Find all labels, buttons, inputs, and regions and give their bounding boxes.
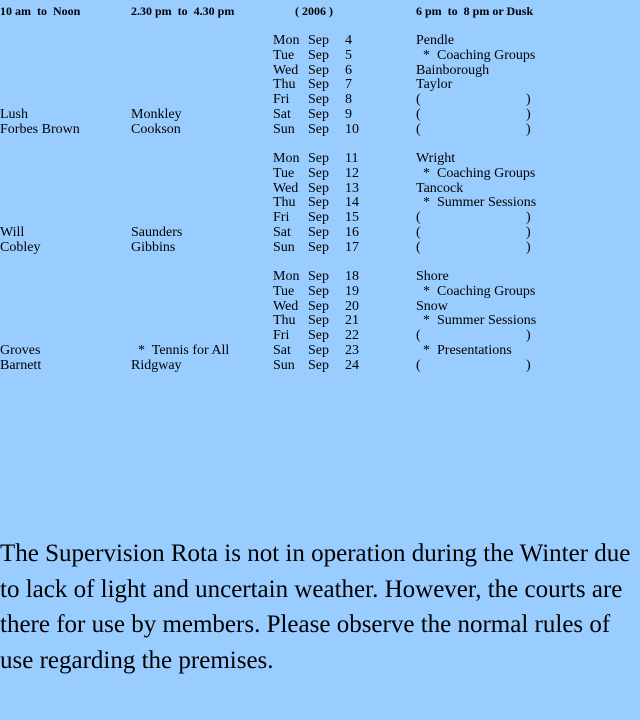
open-slot-bracket: ( <box>416 107 421 122</box>
weekday: Thu <box>273 313 296 329</box>
date: 8 <box>345 92 352 108</box>
date: 7 <box>345 77 352 93</box>
date: 13 <box>345 180 359 196</box>
weekday: Sat <box>273 107 291 122</box>
open-slot-bracket: ( <box>416 328 421 344</box>
evening-volunteer: Taylor <box>416 77 453 93</box>
month: Sep <box>308 180 329 196</box>
month: Sep <box>308 165 329 181</box>
date: 14 <box>345 195 359 211</box>
month: Sep <box>308 195 329 211</box>
date: 6 <box>345 62 352 78</box>
date: 16 <box>345 225 359 240</box>
month: Sep <box>308 269 329 284</box>
morning-volunteer: Will <box>0 225 25 240</box>
morning-volunteer: Cobley <box>0 239 41 255</box>
weekday: Tue <box>273 283 295 299</box>
morning-volunteer: Lush <box>0 107 28 122</box>
weekday: Fri <box>273 210 290 226</box>
weekday: Fri <box>273 92 290 108</box>
weekday: Wed <box>273 298 299 314</box>
month: Sep <box>308 62 329 78</box>
weekday: Tue <box>273 47 295 63</box>
close-slot-bracket: ) <box>526 107 531 122</box>
weekday: Mon <box>273 33 300 48</box>
open-slot-bracket: ( <box>416 357 421 373</box>
date: 23 <box>345 343 359 358</box>
afternoon-volunteer: Monkley <box>131 107 182 122</box>
open-slot-bracket: ( <box>416 121 421 137</box>
close-slot-bracket: ) <box>526 210 531 226</box>
weekday: Thu <box>273 195 296 211</box>
evening-volunteer: * Summer Sessions <box>416 195 537 211</box>
open-slot-bracket: ( <box>416 210 421 226</box>
evening-volunteer: * Coaching Groups <box>416 47 536 63</box>
date: 19 <box>345 283 359 299</box>
evening-volunteer: Tancock <box>416 180 464 196</box>
afternoon-volunteer: Ridgway <box>131 357 182 373</box>
date: 11 <box>345 151 359 166</box>
date: 22 <box>345 328 359 344</box>
afternoon-volunteer: Saunders <box>131 225 183 240</box>
evening-volunteer: Pendle <box>416 33 455 48</box>
close-slot-bracket: ) <box>526 121 531 137</box>
date: 20 <box>345 298 359 314</box>
date: 21 <box>345 313 359 329</box>
date: 5 <box>345 47 352 63</box>
weekday: Mon <box>273 151 300 166</box>
date: 10 <box>345 121 359 137</box>
month: Sep <box>308 151 329 166</box>
afternoon-volunteer: Gibbins <box>131 239 176 255</box>
date: 17 <box>345 239 359 255</box>
month: Sep <box>308 47 329 63</box>
weekday: Wed <box>273 180 299 196</box>
winter-notice: The Supervision Rota is not in operation during the Winter due to lack of light and uncertain weather. However, the courts are there for use by members. Please observe the normal rules of use regarding the premises. <box>0 540 631 674</box>
afternoon-volunteer: * Tennis for All <box>131 343 230 358</box>
weekday: Thu <box>273 77 296 93</box>
evening-volunteer: Bainborough <box>416 62 490 78</box>
weekday: Tue <box>273 165 295 181</box>
close-slot-bracket: ) <box>526 239 531 255</box>
weekday: Sun <box>273 357 295 373</box>
date: 18 <box>345 269 359 284</box>
morning-volunteer: Forbes Brown <box>0 121 80 137</box>
morning-session-header: 10 am to Noon <box>0 4 81 18</box>
month: Sep <box>308 343 329 358</box>
close-slot-bracket: ) <box>526 225 531 240</box>
close-slot-bracket: ) <box>526 357 531 373</box>
month: Sep <box>308 298 329 314</box>
morning-volunteer: Groves <box>0 343 41 358</box>
evening-volunteer: Shore <box>416 269 449 284</box>
month: Sep <box>308 77 329 93</box>
date: 12 <box>345 165 359 181</box>
month: Sep <box>308 313 329 329</box>
month: Sep <box>308 210 329 226</box>
open-slot-bracket: ( <box>416 92 421 108</box>
date: 24 <box>345 357 359 373</box>
evening-volunteer: * Coaching Groups <box>416 283 536 299</box>
afternoon-session-header: 2.30 pm to 4.30 pm <box>131 4 235 18</box>
afternoon-volunteer: Cookson <box>131 121 181 137</box>
date: 15 <box>345 210 359 226</box>
month: Sep <box>308 107 329 122</box>
month: Sep <box>308 92 329 108</box>
open-slot-bracket: ( <box>416 225 421 240</box>
date: 4 <box>345 33 352 48</box>
year-header: ( 2006 ) <box>295 4 333 18</box>
weekday: Sat <box>273 225 291 240</box>
weekday: Wed <box>273 62 299 78</box>
close-slot-bracket: ) <box>526 328 531 344</box>
morning-volunteer: Barnett <box>0 357 42 373</box>
close-slot-bracket: ) <box>526 92 531 108</box>
month: Sep <box>308 357 329 373</box>
month: Sep <box>308 239 329 255</box>
month: Sep <box>308 283 329 299</box>
evening-session-header: 6 pm to 8 pm or Dusk <box>416 4 534 18</box>
weekday: Fri <box>273 328 290 344</box>
weekday: Sun <box>273 121 295 137</box>
date: 9 <box>345 107 352 122</box>
open-slot-bracket: ( <box>416 239 421 255</box>
month: Sep <box>308 33 329 48</box>
weekday: Sat <box>273 343 291 358</box>
weekday: Mon <box>273 269 300 284</box>
evening-volunteer: * Summer Sessions <box>416 313 537 329</box>
evening-volunteer: * Presentations <box>416 343 512 358</box>
month: Sep <box>308 121 329 137</box>
month: Sep <box>308 328 329 344</box>
weekday: Sun <box>273 239 295 255</box>
evening-volunteer: Wright <box>416 151 456 166</box>
evening-volunteer: Snow <box>416 298 448 314</box>
evening-volunteer: * Coaching Groups <box>416 165 536 181</box>
month: Sep <box>308 225 329 240</box>
